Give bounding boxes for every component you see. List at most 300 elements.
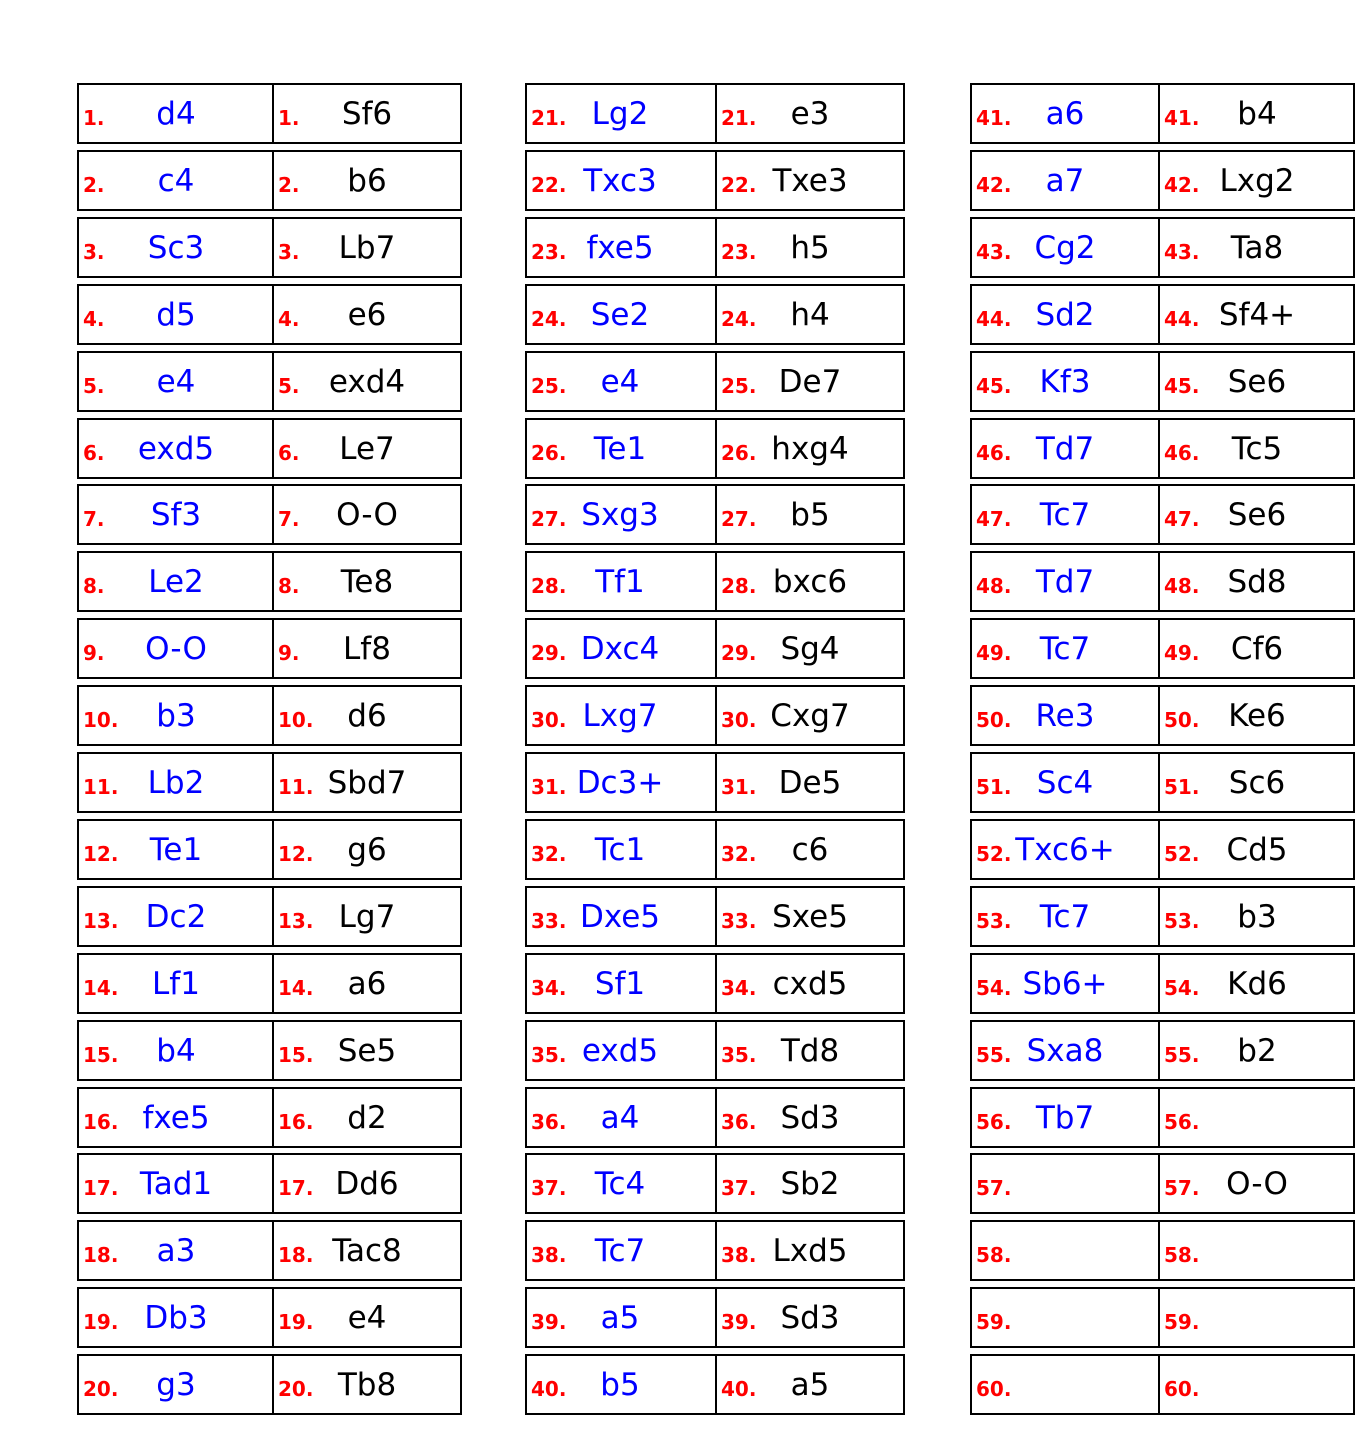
move-number: 22. bbox=[531, 173, 567, 197]
black-move-cell[interactable] bbox=[272, 819, 462, 880]
black-move: Cd5 bbox=[1226, 831, 1288, 868]
black-move-cell[interactable] bbox=[1158, 418, 1355, 479]
black-move: e6 bbox=[347, 296, 387, 333]
white-move: exd5 bbox=[137, 430, 215, 467]
black-move: Sf6 bbox=[341, 95, 393, 132]
move-number: 20. bbox=[83, 1377, 119, 1401]
black-move-cell[interactable] bbox=[272, 618, 462, 679]
white-move: a7 bbox=[1045, 162, 1085, 199]
black-move: Ta8 bbox=[1230, 229, 1284, 266]
move-number: 16. bbox=[278, 1110, 314, 1134]
black-move-cell[interactable] bbox=[715, 1220, 905, 1281]
white-move-cell[interactable] bbox=[525, 618, 717, 679]
white-move: Se2 bbox=[590, 296, 650, 333]
white-move: fxe5 bbox=[586, 229, 654, 266]
white-move-cell[interactable] bbox=[77, 150, 274, 211]
black-move: c6 bbox=[791, 831, 829, 868]
white-move-cell[interactable] bbox=[77, 953, 274, 1014]
black-move-cell[interactable] bbox=[1158, 551, 1355, 612]
black-move-cell[interactable] bbox=[1158, 752, 1355, 813]
white-move: Txc6+ bbox=[1015, 831, 1115, 868]
white-move-cell[interactable] bbox=[970, 351, 1160, 412]
black-move: Le7 bbox=[339, 430, 395, 467]
move-number: 2. bbox=[83, 173, 105, 197]
black-move: Kd6 bbox=[1227, 965, 1287, 1002]
move-number: 12. bbox=[278, 842, 314, 866]
white-move: d5 bbox=[156, 296, 196, 333]
black-move-cell[interactable] bbox=[715, 886, 905, 947]
black-move: Txe3 bbox=[772, 162, 848, 199]
black-move-cell[interactable] bbox=[272, 685, 462, 746]
black-move-cell[interactable] bbox=[715, 819, 905, 880]
move-number: 45. bbox=[1164, 374, 1200, 398]
move-number: 46. bbox=[976, 441, 1012, 465]
white-move: Sc4 bbox=[1036, 764, 1094, 801]
move-number: 56. bbox=[1164, 1110, 1200, 1134]
move-number: 21. bbox=[721, 106, 757, 130]
black-move-cell[interactable] bbox=[1158, 150, 1355, 211]
white-move-cell[interactable] bbox=[525, 752, 717, 813]
move-number: 7. bbox=[278, 507, 300, 531]
white-move: Dxe5 bbox=[579, 898, 661, 935]
move-number: 33. bbox=[531, 909, 567, 933]
black-move-cell[interactable] bbox=[272, 752, 462, 813]
move-number: 6. bbox=[278, 441, 300, 465]
white-move: Tc7 bbox=[1039, 630, 1091, 667]
move-number: 4. bbox=[278, 307, 300, 331]
move-number: 20. bbox=[278, 1377, 314, 1401]
white-move-cell[interactable] bbox=[77, 1087, 274, 1148]
black-move: Lf8 bbox=[343, 630, 391, 667]
black-move-cell[interactable] bbox=[715, 418, 905, 479]
white-move-cell[interactable] bbox=[970, 1087, 1160, 1148]
white-move-cell[interactable] bbox=[77, 752, 274, 813]
move-number: 59. bbox=[1164, 1310, 1200, 1334]
black-move: Sd8 bbox=[1227, 563, 1287, 600]
white-move-cell[interactable] bbox=[525, 685, 717, 746]
move-number: 42. bbox=[976, 173, 1012, 197]
white-move: a3 bbox=[156, 1232, 196, 1269]
white-move: Tb7 bbox=[1035, 1099, 1095, 1136]
white-move: g3 bbox=[156, 1366, 196, 1403]
move-number: 40. bbox=[721, 1377, 757, 1401]
black-move-cell[interactable] bbox=[715, 83, 905, 144]
move-number: 51. bbox=[976, 775, 1012, 799]
move-number: 59. bbox=[976, 1310, 1012, 1334]
move-number: 31. bbox=[721, 775, 757, 799]
black-move-cell[interactable] bbox=[715, 1354, 905, 1415]
black-move: Te8 bbox=[340, 563, 394, 600]
white-move-cell[interactable] bbox=[525, 551, 717, 612]
move-number: 19. bbox=[83, 1310, 119, 1334]
black-move-cell[interactable] bbox=[1158, 1354, 1355, 1415]
move-number: 28. bbox=[721, 574, 757, 598]
white-move-cell[interactable] bbox=[970, 1153, 1160, 1214]
black-move-cell[interactable] bbox=[1158, 886, 1355, 947]
black-move-cell[interactable] bbox=[1158, 284, 1355, 345]
white-move: Tad1 bbox=[139, 1165, 213, 1202]
move-number: 57. bbox=[976, 1176, 1012, 1200]
move-number: 34. bbox=[721, 976, 757, 1000]
black-move: Se6 bbox=[1227, 363, 1287, 400]
white-move-cell[interactable] bbox=[525, 484, 717, 545]
white-move: Tc7 bbox=[1039, 496, 1091, 533]
white-move: exd5 bbox=[581, 1032, 659, 1069]
white-move-cell[interactable] bbox=[970, 217, 1160, 278]
move-number: 11. bbox=[83, 775, 119, 799]
move-number: 42. bbox=[1164, 173, 1200, 197]
black-move: Tac8 bbox=[332, 1232, 402, 1269]
move-number: 1. bbox=[83, 106, 105, 130]
black-move-cell[interactable] bbox=[715, 351, 905, 412]
white-move: Td7 bbox=[1035, 430, 1095, 467]
white-move-cell[interactable] bbox=[525, 1087, 717, 1148]
white-move-cell[interactable] bbox=[970, 1287, 1160, 1348]
white-move-cell[interactable] bbox=[970, 551, 1160, 612]
move-number: 41. bbox=[976, 106, 1012, 130]
black-move: Lg7 bbox=[338, 898, 396, 935]
white-move: a5 bbox=[600, 1299, 640, 1336]
move-number: 33. bbox=[721, 909, 757, 933]
white-move-cell[interactable] bbox=[525, 351, 717, 412]
white-move: Sf3 bbox=[150, 496, 202, 533]
black-move-cell[interactable] bbox=[1158, 618, 1355, 679]
white-move: Db3 bbox=[144, 1299, 208, 1336]
move-number: 18. bbox=[278, 1243, 314, 1267]
white-move: Dc2 bbox=[145, 898, 207, 935]
move-number: 13. bbox=[278, 909, 314, 933]
white-move-cell[interactable] bbox=[77, 1354, 274, 1415]
move-number: 41. bbox=[1164, 106, 1200, 130]
black-move: Cxg7 bbox=[770, 697, 850, 734]
white-move: b4 bbox=[156, 1032, 196, 1069]
move-number: 31. bbox=[531, 775, 567, 799]
black-move-cell[interactable] bbox=[272, 484, 462, 545]
black-move: Lb7 bbox=[338, 229, 396, 266]
black-move-cell[interactable] bbox=[715, 551, 905, 612]
move-number: 39. bbox=[721, 1310, 757, 1334]
move-number: 9. bbox=[83, 641, 105, 665]
move-number: 25. bbox=[531, 374, 567, 398]
white-move: Tc1 bbox=[594, 831, 646, 868]
white-move-cell[interactable] bbox=[970, 1220, 1160, 1281]
black-move: b5 bbox=[790, 496, 830, 533]
black-move-cell[interactable] bbox=[272, 953, 462, 1014]
black-move-cell[interactable] bbox=[715, 484, 905, 545]
white-move: Sxg3 bbox=[581, 496, 659, 533]
move-number: 18. bbox=[83, 1243, 119, 1267]
black-move-cell[interactable] bbox=[272, 1087, 462, 1148]
white-move-cell[interactable] bbox=[525, 1153, 717, 1214]
black-move-cell[interactable] bbox=[1158, 351, 1355, 412]
white-move: Sf1 bbox=[594, 965, 646, 1002]
black-move-cell[interactable] bbox=[715, 217, 905, 278]
black-move: bxc6 bbox=[772, 563, 848, 600]
black-move: Cf6 bbox=[1230, 630, 1284, 667]
white-move: b3 bbox=[156, 697, 196, 734]
black-move-cell[interactable] bbox=[272, 551, 462, 612]
move-number: 24. bbox=[531, 307, 567, 331]
move-number: 11. bbox=[278, 775, 314, 799]
black-move-cell[interactable] bbox=[272, 217, 462, 278]
white-move-cell[interactable] bbox=[970, 819, 1160, 880]
black-move: e4 bbox=[347, 1299, 387, 1336]
move-number: 26. bbox=[531, 441, 567, 465]
move-number: 19. bbox=[278, 1310, 314, 1334]
white-move-cell[interactable] bbox=[77, 217, 274, 278]
white-move-cell[interactable] bbox=[77, 618, 274, 679]
white-move-cell[interactable] bbox=[525, 418, 717, 479]
move-number: 8. bbox=[278, 574, 300, 598]
white-move: b5 bbox=[600, 1366, 640, 1403]
black-move: Sd3 bbox=[780, 1099, 840, 1136]
black-move: g6 bbox=[347, 831, 387, 868]
move-number: 7. bbox=[83, 507, 105, 531]
black-move: d2 bbox=[347, 1099, 387, 1136]
move-number: 10. bbox=[83, 708, 119, 732]
white-move: Sc3 bbox=[147, 229, 205, 266]
move-number: 14. bbox=[278, 976, 314, 1000]
white-move-cell[interactable] bbox=[525, 1287, 717, 1348]
move-number: 15. bbox=[278, 1043, 314, 1067]
black-move: Lxg2 bbox=[1219, 162, 1295, 199]
white-move-cell[interactable] bbox=[77, 484, 274, 545]
white-move-cell[interactable] bbox=[970, 83, 1160, 144]
white-move: a4 bbox=[600, 1099, 640, 1136]
white-move: Dc3+ bbox=[576, 764, 664, 801]
black-move: Dd6 bbox=[335, 1165, 399, 1202]
white-move-cell[interactable] bbox=[77, 83, 274, 144]
move-number: 32. bbox=[721, 842, 757, 866]
move-number: 51. bbox=[1164, 775, 1200, 799]
white-move-cell[interactable] bbox=[525, 1354, 717, 1415]
move-number: 28. bbox=[531, 574, 567, 598]
white-move-cell[interactable] bbox=[77, 819, 274, 880]
move-number: 46. bbox=[1164, 441, 1200, 465]
black-move-cell[interactable] bbox=[715, 150, 905, 211]
white-move: e4 bbox=[600, 363, 640, 400]
black-move-cell[interactable] bbox=[1158, 1220, 1355, 1281]
move-number: 1. bbox=[278, 106, 300, 130]
move-number: 16. bbox=[83, 1110, 119, 1134]
white-move-cell[interactable] bbox=[525, 1020, 717, 1081]
move-number: 2. bbox=[278, 173, 300, 197]
move-number: 3. bbox=[83, 240, 105, 264]
move-number: 53. bbox=[1164, 909, 1200, 933]
white-move-cell[interactable] bbox=[525, 83, 717, 144]
move-number: 29. bbox=[721, 641, 757, 665]
move-number: 37. bbox=[531, 1176, 567, 1200]
black-move-cell[interactable] bbox=[715, 752, 905, 813]
white-move-cell[interactable] bbox=[77, 1220, 274, 1281]
move-number: 53. bbox=[976, 909, 1012, 933]
white-move-cell[interactable] bbox=[525, 217, 717, 278]
white-move: Tf1 bbox=[595, 563, 645, 600]
white-move-cell[interactable] bbox=[970, 752, 1160, 813]
black-move-cell[interactable] bbox=[272, 1220, 462, 1281]
white-move-cell[interactable] bbox=[77, 284, 274, 345]
move-number: 44. bbox=[976, 307, 1012, 331]
black-move-cell[interactable] bbox=[715, 284, 905, 345]
move-number: 35. bbox=[531, 1043, 567, 1067]
move-number: 4. bbox=[83, 307, 105, 331]
move-number: 27. bbox=[531, 507, 567, 531]
move-number: 32. bbox=[531, 842, 567, 866]
black-move-cell[interactable] bbox=[272, 351, 462, 412]
move-number: 38. bbox=[531, 1243, 567, 1267]
black-move-cell[interactable] bbox=[272, 418, 462, 479]
white-move-cell[interactable] bbox=[77, 1153, 274, 1214]
white-move-cell[interactable] bbox=[970, 685, 1160, 746]
black-move-cell[interactable] bbox=[1158, 685, 1355, 746]
black-move-cell[interactable] bbox=[715, 1020, 905, 1081]
white-move: Sd2 bbox=[1035, 296, 1095, 333]
black-move-cell[interactable] bbox=[1158, 819, 1355, 880]
move-number: 58. bbox=[1164, 1243, 1200, 1267]
white-move: Dxc4 bbox=[580, 630, 660, 667]
black-move-cell[interactable] bbox=[1158, 1153, 1355, 1214]
move-number: 52. bbox=[976, 842, 1012, 866]
white-move: Tc7 bbox=[1039, 898, 1091, 935]
white-move: Lb2 bbox=[147, 764, 205, 801]
black-move-cell[interactable] bbox=[1158, 1287, 1355, 1348]
move-number: 58. bbox=[976, 1243, 1012, 1267]
black-move-cell[interactable] bbox=[1158, 217, 1355, 278]
move-number: 17. bbox=[278, 1176, 314, 1200]
black-move-cell[interactable] bbox=[272, 150, 462, 211]
move-number: 50. bbox=[976, 708, 1012, 732]
white-move-cell[interactable] bbox=[77, 685, 274, 746]
white-move: e4 bbox=[156, 363, 196, 400]
black-move: Se5 bbox=[337, 1032, 397, 1069]
white-move: Kf3 bbox=[1039, 363, 1091, 400]
black-move: Sb2 bbox=[780, 1165, 840, 1202]
white-move-cell[interactable] bbox=[970, 1020, 1160, 1081]
black-move: O-O bbox=[1226, 1165, 1288, 1202]
black-move-cell[interactable] bbox=[1158, 953, 1355, 1014]
white-move: Txc3 bbox=[583, 162, 657, 199]
white-move: Sxa8 bbox=[1026, 1032, 1104, 1069]
black-move-cell[interactable] bbox=[715, 1153, 905, 1214]
move-number: 55. bbox=[1164, 1043, 1200, 1067]
black-move: Sf4+ bbox=[1218, 296, 1296, 333]
black-move-cell[interactable] bbox=[715, 1287, 905, 1348]
white-move: Td7 bbox=[1035, 563, 1095, 600]
white-move-cell[interactable] bbox=[970, 953, 1160, 1014]
move-number: 26. bbox=[721, 441, 757, 465]
move-number: 50. bbox=[1164, 708, 1200, 732]
black-move-cell[interactable] bbox=[1158, 83, 1355, 144]
black-move-cell[interactable] bbox=[272, 83, 462, 144]
move-number: 60. bbox=[1164, 1377, 1200, 1401]
black-move: b4 bbox=[1237, 95, 1277, 132]
black-move-cell[interactable] bbox=[272, 886, 462, 947]
move-number: 12. bbox=[83, 842, 119, 866]
black-move-cell[interactable] bbox=[272, 1287, 462, 1348]
white-move-cell[interactable] bbox=[970, 150, 1160, 211]
move-number: 44. bbox=[1164, 307, 1200, 331]
move-number: 8. bbox=[83, 574, 105, 598]
black-move-cell[interactable] bbox=[272, 284, 462, 345]
white-move-cell[interactable] bbox=[77, 351, 274, 412]
move-number: 60. bbox=[976, 1377, 1012, 1401]
white-move-cell[interactable] bbox=[970, 618, 1160, 679]
move-number: 30. bbox=[721, 708, 757, 732]
black-move: b3 bbox=[1237, 898, 1277, 935]
move-number: 10. bbox=[278, 708, 314, 732]
black-move-cell[interactable] bbox=[715, 685, 905, 746]
move-number: 25. bbox=[721, 374, 757, 398]
move-number: 23. bbox=[721, 240, 757, 264]
move-number: 43. bbox=[1164, 240, 1200, 264]
white-move: Lg2 bbox=[591, 95, 649, 132]
white-move-cell[interactable] bbox=[970, 886, 1160, 947]
black-move-cell[interactable] bbox=[1158, 484, 1355, 545]
black-move: d6 bbox=[347, 697, 387, 734]
black-move: Sd3 bbox=[780, 1299, 840, 1336]
move-number: 55. bbox=[976, 1043, 1012, 1067]
white-move-cell[interactable] bbox=[77, 1287, 274, 1348]
move-number: 23. bbox=[531, 240, 567, 264]
black-move-cell[interactable] bbox=[715, 618, 905, 679]
move-number: 34. bbox=[531, 976, 567, 1000]
white-move: d4 bbox=[156, 95, 196, 132]
white-move-cell[interactable] bbox=[970, 284, 1160, 345]
move-number: 47. bbox=[1164, 507, 1200, 531]
white-move-cell[interactable] bbox=[77, 1020, 274, 1081]
move-number: 5. bbox=[278, 374, 300, 398]
black-move-cell[interactable] bbox=[1158, 1087, 1355, 1148]
black-move-cell[interactable] bbox=[272, 1354, 462, 1415]
white-move-cell[interactable] bbox=[525, 1220, 717, 1281]
white-move-cell[interactable] bbox=[77, 886, 274, 947]
move-number: 15. bbox=[83, 1043, 119, 1067]
white-move-cell[interactable] bbox=[525, 886, 717, 947]
move-number: 27. bbox=[721, 507, 757, 531]
move-number: 36. bbox=[721, 1110, 757, 1134]
white-move: Sb6+ bbox=[1022, 965, 1108, 1002]
white-move: O-O bbox=[145, 630, 207, 667]
black-move-cell[interactable] bbox=[272, 1153, 462, 1214]
move-number: 13. bbox=[83, 909, 119, 933]
white-move-cell[interactable] bbox=[525, 819, 717, 880]
black-move: a6 bbox=[347, 965, 387, 1002]
move-number: 24. bbox=[721, 307, 757, 331]
move-number: 49. bbox=[976, 641, 1012, 665]
move-number: 21. bbox=[531, 106, 567, 130]
white-move-cell[interactable] bbox=[525, 284, 717, 345]
black-move: Sbd7 bbox=[327, 764, 407, 801]
move-number: 54. bbox=[1164, 976, 1200, 1000]
move-number: 5. bbox=[83, 374, 105, 398]
white-move: Lf1 bbox=[152, 965, 200, 1002]
white-move: Te1 bbox=[593, 430, 647, 467]
white-move-cell[interactable] bbox=[77, 418, 274, 479]
white-move: Le2 bbox=[148, 563, 204, 600]
white-move-cell[interactable] bbox=[525, 953, 717, 1014]
white-move-cell[interactable] bbox=[525, 150, 717, 211]
black-move-cell[interactable] bbox=[715, 953, 905, 1014]
black-move-cell[interactable] bbox=[272, 1020, 462, 1081]
white-move-cell[interactable] bbox=[970, 484, 1160, 545]
white-move-cell[interactable] bbox=[970, 1354, 1160, 1415]
white-move: c4 bbox=[157, 162, 195, 199]
black-move-cell[interactable] bbox=[1158, 1020, 1355, 1081]
black-move-cell[interactable] bbox=[715, 1087, 905, 1148]
white-move-cell[interactable] bbox=[970, 418, 1160, 479]
black-move: Tc5 bbox=[1231, 430, 1283, 467]
white-move-cell[interactable] bbox=[77, 551, 274, 612]
